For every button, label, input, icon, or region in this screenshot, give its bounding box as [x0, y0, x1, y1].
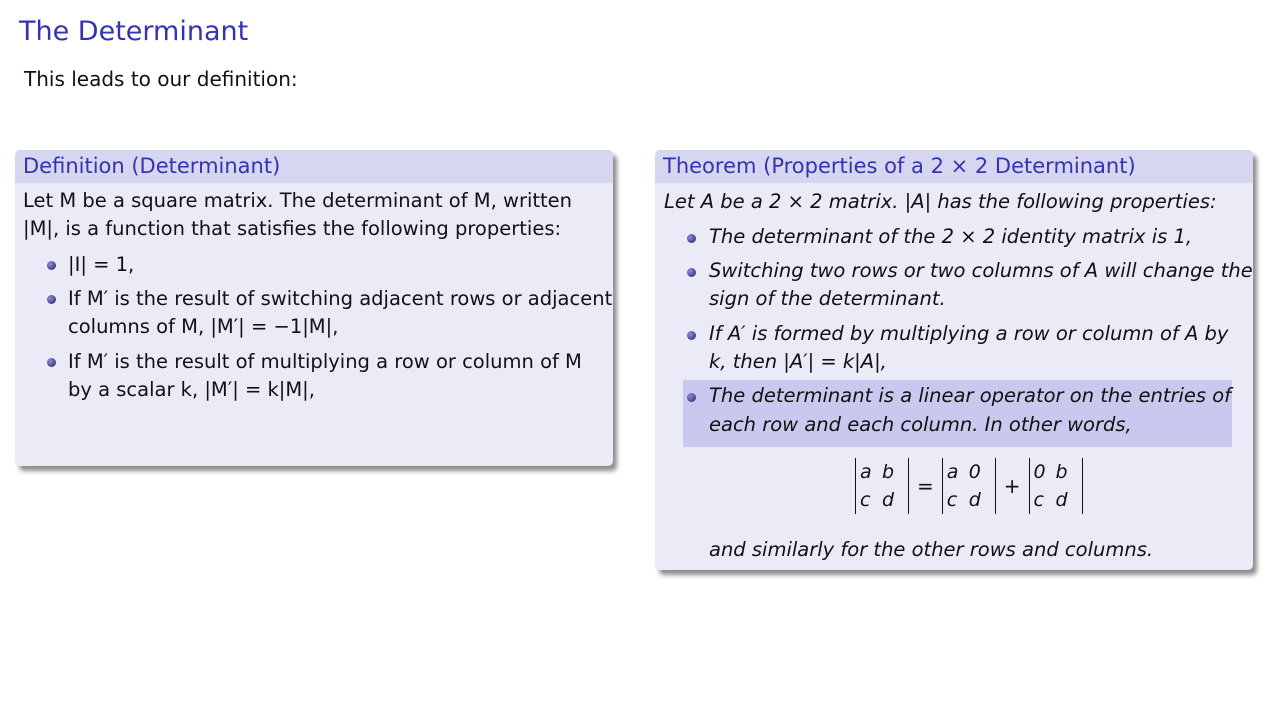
definition-item: columns of M, |M′| = −1|M|,: [68, 315, 339, 338]
theorem-item: sign of the determinant.: [709, 287, 946, 310]
theorem-header: Theorem (Properties of a 2 × 2 Determinant): [655, 150, 1253, 183]
plus-sign: +: [1003, 474, 1021, 498]
equals-sign: =: [917, 474, 934, 498]
bullet-icon: [687, 331, 696, 340]
theorem-item: each row and each column. In other words,: [709, 413, 1132, 436]
bullet-icon: [47, 358, 56, 367]
definition-line: |M|, is a function that satisfies the following properties:: [23, 217, 562, 240]
theorem-item: If A′ is formed by multiplying a row or column of A by: [709, 322, 1229, 345]
definition-item: If M′ is the result of multiplying a row or column of M: [68, 350, 582, 373]
theorem-item: The determinant of the 2 × 2 identity matrix is 1,: [709, 225, 1193, 248]
matrix-a0cd: a 0 c d: [942, 458, 996, 514]
theorem-item: The determinant is a linear operator on the entries of: [709, 384, 1232, 407]
theorem-intro: Let A be a 2 × 2 matrix. |A| has the following properties:: [664, 190, 1217, 213]
theorem-closing: and similarly for the other rows and columns.: [709, 538, 1154, 561]
definition-line: Let M be a square matrix. The determinant of M, written: [23, 189, 573, 212]
bullet-icon: [47, 261, 56, 270]
theorem-item: k, then |A′| = k|A|,: [709, 350, 887, 373]
theorem-block: [655, 150, 1253, 570]
definition-item: by a scalar k, |M′| = k|M|,: [68, 378, 315, 401]
matrix-0bcd: 0 b c d: [1029, 458, 1083, 514]
bullet-icon: [687, 393, 696, 402]
determinant-equation: [855, 458, 1083, 514]
definition-block: [15, 150, 613, 466]
slide-title: The Determinant: [19, 16, 249, 47]
bullet-icon: [47, 295, 56, 304]
bullet-icon: [687, 268, 696, 277]
definition-item: If M′ is the result of switching adjacent rows or adjacent: [68, 287, 613, 310]
intro-text: This leads to our definition:: [24, 67, 298, 91]
matrix-abcd: a b c d: [855, 458, 909, 514]
definition-header: Definition (Determinant): [15, 150, 613, 183]
definition-item: |I| = 1,: [68, 253, 135, 276]
theorem-item: Switching two rows or two columns of A will change the: [709, 259, 1253, 282]
bullet-icon: [687, 234, 696, 243]
